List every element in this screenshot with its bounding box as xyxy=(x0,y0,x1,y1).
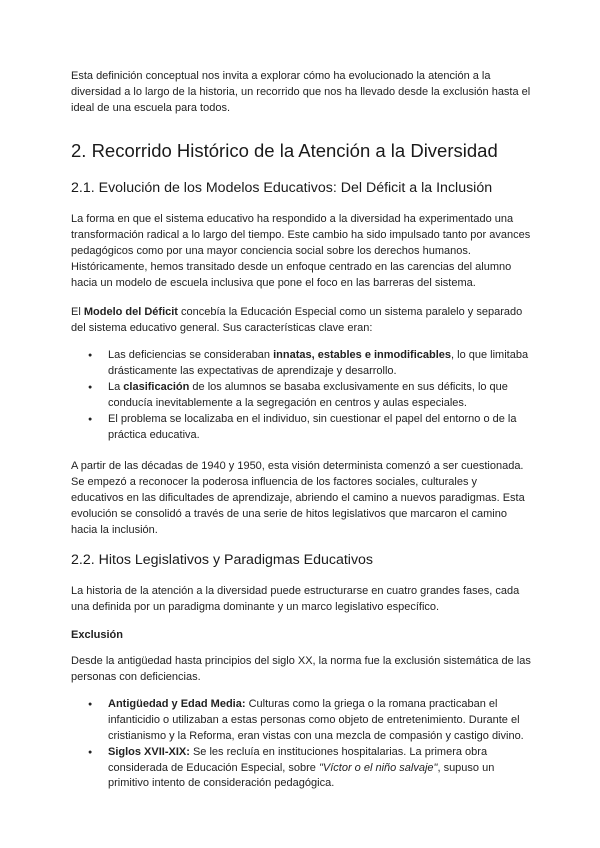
list-item-text: , lo que limitaba drásticamente las expectativas de aprendizaje y desarrollo. xyxy=(108,349,529,377)
list-item-italic: "Víctor o el niño salvaje" xyxy=(318,761,438,774)
section-2-1-paragraph-1: La forma en que el sistema educativo ha respondido a la diversidad ha experimentado una transformación radical a lo largo del tiempo. Este cambio ha sido impulsado tanto por avances pedagógicos como por una mayor conciencia social sobre los derechos humanos. Históricamente, hemos transitado desde un enfoque centrado en las carencias del alumno hacia un modelo de escuela inclusiva que pone el foco en las barreras del sistema. xyxy=(71,212,531,290)
section-2-2-title: 2.2. Hitos Legislativos y Paradigmas Educativos xyxy=(71,551,374,568)
list-item xyxy=(71,745,531,792)
exclusion-paragraph: Desde la antigüedad hasta principios del siglo XX, la norma fue la exclusión sistemática de las personas con deficiencias. xyxy=(71,655,531,684)
section-2-1-title: 2.1. Evolución de los Modelos Educativos: Del Déficit a la Inclusión xyxy=(71,179,493,196)
list-item-bold: clasificación xyxy=(123,381,190,394)
list-item xyxy=(71,348,531,379)
deficit-model-pre: El xyxy=(71,305,84,318)
exclusion-list xyxy=(71,697,531,792)
list-item xyxy=(71,380,531,411)
deficit-characteristics-list xyxy=(71,348,531,444)
list-item-bold: innatas, estables e inmodificables xyxy=(273,349,452,362)
deficit-model-paragraph xyxy=(71,304,531,336)
deficit-model-post: concebía la Educación Especial como un sistema paralelo y separado del sistema educativo general. Sus características clave eran: xyxy=(71,305,523,334)
list-item xyxy=(71,412,531,443)
list-item-text: Culturas como la griega o la romana practicaban el infanticidio o utilizaban a estas personas como objeto de entretenimiento. Durante el cristianismo y la Reforma, eran vistas con una mezcla de compasión y castigo divino. xyxy=(108,698,524,742)
list-item-bold: Siglos XVII-XIX: xyxy=(108,746,190,759)
list-item xyxy=(71,697,531,744)
section-2-2-paragraph-1: La historia de la atención a la diversidad puede estructurarse en cuatro grandes fases, cada una definida por un paradigma dominante y un marco legislativo específico. xyxy=(71,584,520,613)
list-item-text: La xyxy=(108,381,124,394)
list-item-bold: Antigüedad y Edad Media: xyxy=(108,698,246,711)
section-2-title: 2. Recorrido Histórico de la Atención a la Diversidad xyxy=(71,139,498,161)
section-2-1-paragraph-3: A partir de las décadas de 1940 y 1950, esta visión determinista comenzó a ser cuestionada. Se empezó a reconocer la poderosa influencia de los factores sociales, culturales y educativos en las dificultades de aprendizaje, abriendo el camino a nuevos paradigmas. Esta evolución se consolidó a través de una serie de hitos legislativos que marcaron el camino hacia la inclusión. xyxy=(71,459,525,537)
deficit-model-term: Modelo del Déficit xyxy=(83,305,178,318)
exclusion-heading: Exclusión xyxy=(71,629,123,642)
list-item-text: de los alumnos se basaba exclusivamente en sus déficits, lo que conducía inevitablemente a la segregación en centros y aulas especiales. xyxy=(108,381,508,409)
list-item-text: El problema se localizaba en el individuo, sin cuestionar el papel del entorno o de la práctica educativa. xyxy=(108,413,517,441)
intro-paragraph: Esta definición conceptual nos invita a explorar cómo ha evolucionado la atención a la diversidad a lo largo de la historia, un recorrido que nos ha llevado desde la exclusión hasta el ideal de una escuela para todos. xyxy=(71,70,531,115)
list-item-text: , supuso un primitivo intento de consideración pedagógica. xyxy=(108,761,495,790)
list-item-text: Se les recluía en instituciones hospitalarias. La primera obra considerada de Educación Especial, sobre xyxy=(108,746,488,774)
document-page xyxy=(71,68,531,806)
list-item-text: Las deficiencias se consideraban xyxy=(108,349,274,362)
